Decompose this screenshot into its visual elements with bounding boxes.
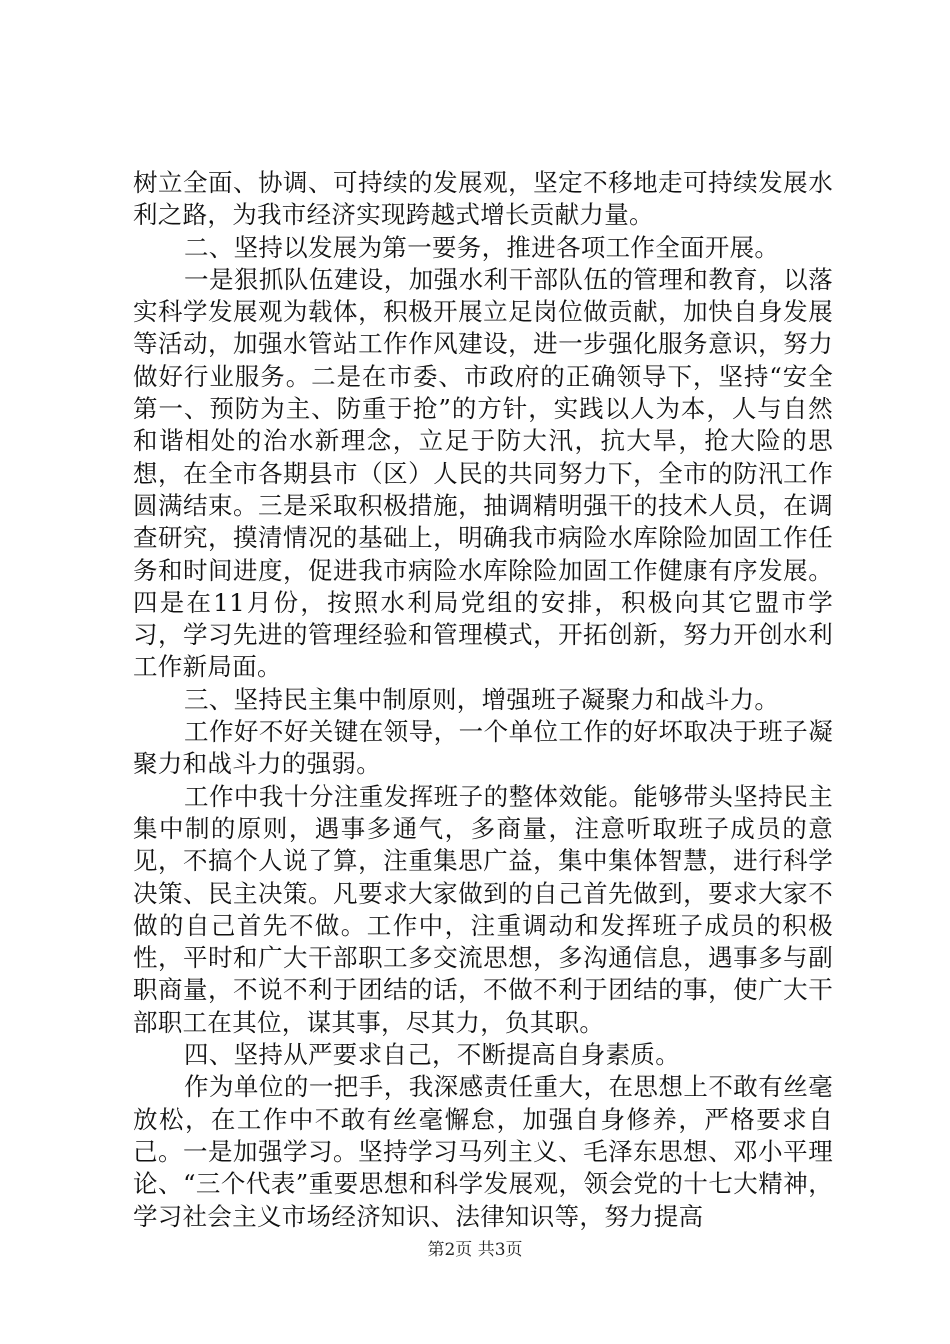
section-heading-3: 三、坚持民主集中制原则，增强班子凝聚力和战斗力。 [184,684,780,714]
document-body [133,167,833,1233]
paragraph-6: 工作中我十分注重发挥班子的整体效能。能够带头坚持民主集中制的原则，遇事多通气，多商量，注意听取班子成员的意见，不搞个人说了算，注重集思广益，集中集体智慧，进行科学决策、民主决策。凡要求大家做到的自己首先做到，要求大家不做的自己首先不做。工作中，注重调动和发挥班子成员的积极性，平时和广大干部职工多交流思想，多沟通信息，遇事多与副职商量，不说不利于团结的话，不做不利于团结的事，使广大干部职工在其位，谋其事，尽其力，负其职。 [133,781,833,1037]
paragraph-3: 一是狠抓队伍建设，加强水利干部队伍的管理和教育，以落实科学发展观为载体，积极开展立足岗位做贡献，加快自身发展等活动，加强水管站工作作风建设，进一步强化服务意识，努力做好行业服务。二是在市委、市政府的正确领导下，坚持“安全第一、预防为主、防重于抢”的方针，实践以人为本，人与自然和谐相处的治水新理念，立足于防大汛，抗大旱，抢大险的思想，在全市各期县市（区）人民的共同努力下，全市的防汛工作圆满结束。三是采取积极措施，抽调精明强干的技术人员，在调查研究，摸清情况的基础上，明确我市病险水库除险加固工作任务和时间进度，促进我市病险水库除险加固工作健康有序发展。四是在11月份，按照水利局党组的安排，积极向其它盟市学习，学习先进的管理经验和管理模式，开拓创新，努力开创水利工作新局面。 [133,264,834,682]
section-heading-4: 四、坚持从严要求自己，不断提高自身素质。 [184,1040,680,1070]
paragraph-1: 树立全面、协调、可持续的发展观，坚定不移地走可持续发展水利之路，为我市经济实现跨越式增长贡献力量。 [133,168,833,230]
section-heading-2: 二、坚持以发展为第一要务，推进各项工作全面开展。 [184,232,780,262]
paragraph-5: 工作好不好关键在领导，一个单位工作的好坏取决于班子凝聚力和战斗力的强弱。 [133,717,833,779]
paragraph-8: 作为单位的一把手，我深感责任重大，在思想上不敢有丝毫放松，在工作中不敢有丝毫懈怠，加强自身修养，严格要求自己。一是加强学习。坚持学习马列主义、毛泽东思想、邓小平理论、“三个代表”重要思想和科学发展观，领会党的十七大精神，学习社会主义市场经济知识、法律知识等，努力提高 [133,1072,833,1231]
page-number-footer: 第2页 共3页 [427,1240,523,1260]
